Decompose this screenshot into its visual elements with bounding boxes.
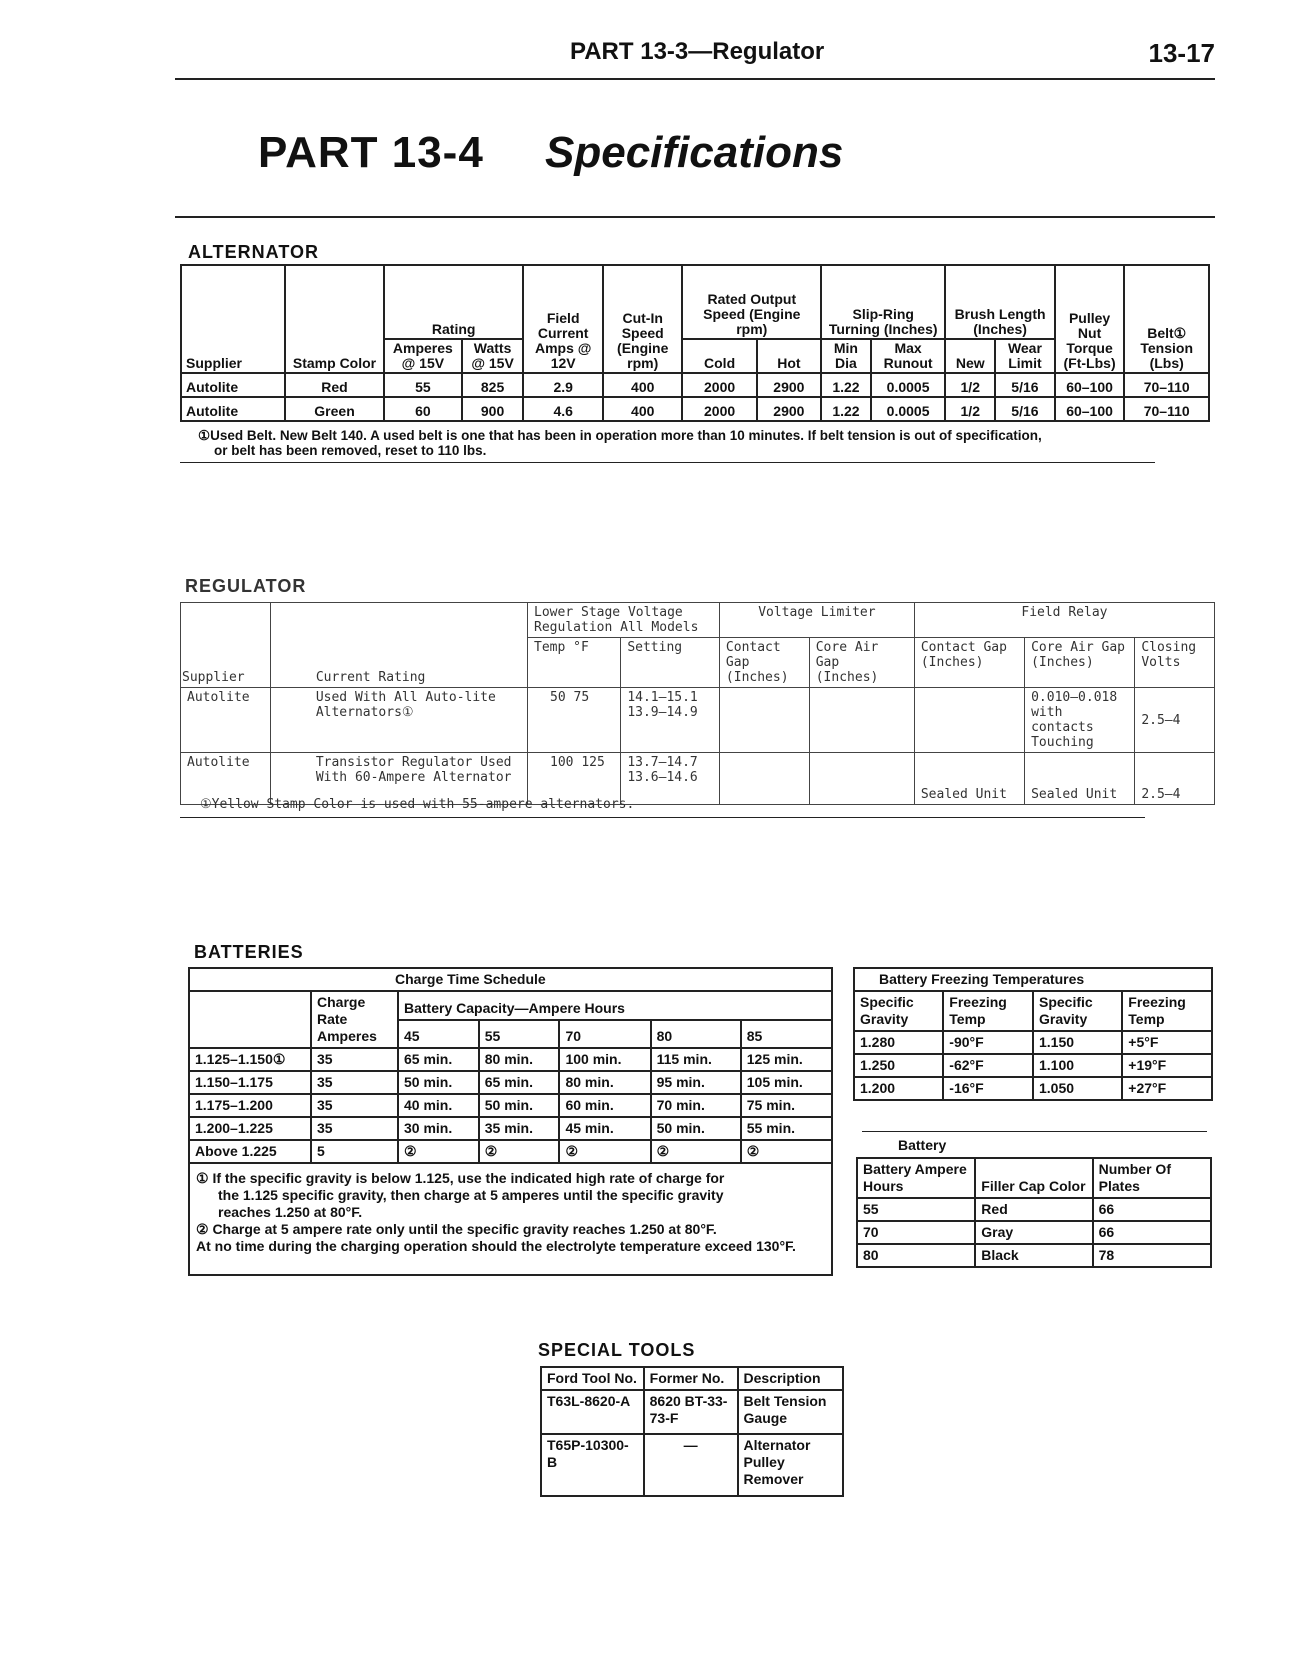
cell: Autolite [181, 753, 271, 805]
table-row [854, 1054, 1212, 1077]
table-row [854, 1031, 1212, 1054]
table-row [854, 1077, 1212, 1100]
table-row [189, 1071, 832, 1094]
col-cold: Cold [682, 339, 756, 373]
col-belt-tension: Belt① Tension (Lbs) [1124, 265, 1209, 373]
cell: 1.050 [1033, 1077, 1122, 1100]
alternator-note-line1: ①Used Belt. New Belt 140. A used belt is one that has been in operation more than 10 minutes. If belt tension is out of specification, [198, 428, 1042, 443]
table-row [541, 1434, 843, 1496]
cell: 80 [857, 1244, 975, 1267]
reg-col-fr-core-air-gap: Core Air Gap (Inches) [1025, 638, 1135, 688]
regulator-table [180, 602, 1215, 805]
cell: Sealed Unit [1025, 753, 1135, 805]
cell: ② [651, 1140, 741, 1163]
charge-time-schedule-table [188, 967, 833, 1276]
col-supplier: Supplier [181, 265, 285, 373]
charge-note-2: ② Charge at 5 ampere rate only until the specific gravity reaches 1.250 at 80°F. [196, 1221, 717, 1237]
cell [914, 688, 1024, 753]
cell: 400 [603, 373, 683, 397]
cell: +19°F [1122, 1054, 1212, 1077]
reg-col-vl-contact-gap: Contact Gap (Inches) [719, 638, 809, 688]
cell: T63L-8620-A [541, 1390, 644, 1434]
charge-note-3: At no time during the charging operation should the electrolyte temperature exceed 130°F. [196, 1238, 796, 1254]
cell: -90°F [943, 1031, 1033, 1054]
cell: 0.0005 [871, 373, 946, 397]
cell: 50 min. [479, 1094, 560, 1117]
col-min-dia: Min Dia [821, 339, 871, 373]
cell: Autolite [181, 373, 285, 397]
table-row [189, 1048, 832, 1071]
alternator-note-line2: or belt has been removed, reset to 110 lbs. [214, 443, 487, 458]
col-rating: Rating [384, 265, 523, 339]
cell: 0.010–0.018 with contacts Touching [1025, 688, 1135, 753]
charge-note-1b: the 1.125 specific gravity, then charge at 5 amperes until the specific gravity [218, 1187, 724, 1203]
battery-rule [862, 1131, 1207, 1132]
col-wear-limit: Wear Limit [995, 339, 1055, 373]
cell: 1.200–1.225 [189, 1117, 311, 1140]
col-rated-output: Rated Output Speed (Engine rpm) [682, 265, 821, 339]
cell: 5/16 [995, 373, 1055, 397]
cell: 125 min. [741, 1048, 832, 1071]
table-row [189, 1094, 832, 1117]
tools-col-former: Former No. [644, 1367, 738, 1390]
cell: 0.0005 [871, 397, 946, 421]
capacity-85: 85 [741, 1020, 832, 1049]
cell: 1.175–1.200 [189, 1094, 311, 1117]
cell: 60–100 [1055, 397, 1125, 421]
capacity-header: Battery Capacity—Ampere Hours [398, 991, 832, 1020]
charge-note-1c: reaches 1.250 at 80°F. [218, 1204, 363, 1220]
cell: T65P-10300-B [541, 1434, 644, 1496]
cell: 65 min. [479, 1071, 560, 1094]
cell: 1.200 [854, 1077, 943, 1100]
cell: 825 [462, 373, 524, 397]
freezing-temperatures-table [853, 967, 1213, 1101]
cell: 2.9 [523, 373, 603, 397]
cell: 2.5–4 [1135, 753, 1215, 805]
cell: Autolite [181, 397, 285, 421]
freezing-title: Battery Freezing Temperatures [854, 968, 1212, 991]
page-number: 13-17 [1148, 38, 1215, 68]
cell: 1/2 [945, 397, 995, 421]
cell: 900 [462, 397, 524, 421]
cell: Red [285, 373, 384, 397]
col-new: New [945, 339, 995, 373]
regulator-rule [180, 817, 1145, 818]
bt-col-cap: Filler Cap Color [975, 1158, 1092, 1198]
cell: 2900 [757, 373, 821, 397]
cell: 2000 [682, 397, 756, 421]
cell: 30 min. [398, 1117, 479, 1140]
cell: 1.125–1.150① [189, 1048, 311, 1071]
cell: 1.22 [821, 397, 871, 421]
cell: ② [559, 1140, 650, 1163]
part-title: PART 13-4 [258, 128, 484, 177]
cell: 1.150 [1033, 1031, 1122, 1054]
cell: Above 1.225 [189, 1140, 311, 1163]
cell [719, 688, 809, 753]
regulator-label: REGULATOR [185, 576, 307, 596]
cell: 1/2 [945, 373, 995, 397]
page-header [175, 38, 1215, 78]
capacity-45: 45 [398, 1020, 479, 1049]
cell: 60 [384, 397, 462, 421]
reg-col-supplier: Supplier [181, 603, 271, 688]
battery-title: Battery [898, 1137, 947, 1153]
table-row [181, 688, 1215, 753]
capacity-70: 70 [559, 1020, 650, 1049]
capacity-55: 55 [479, 1020, 560, 1049]
cell: 115 min. [651, 1048, 741, 1071]
table-row [181, 373, 1209, 397]
col-stamp-color: Stamp Color [285, 265, 384, 373]
col-max-runout: Max Runout [871, 339, 946, 373]
cell: 55 [384, 373, 462, 397]
cell: 66 [1093, 1221, 1211, 1244]
fz-col-gravity: Specific Gravity [854, 991, 943, 1031]
col-brush-length: Brush Length (Inches) [945, 265, 1054, 339]
cell: 55 min. [741, 1117, 832, 1140]
cell [809, 753, 914, 805]
cell: 1.280 [854, 1031, 943, 1054]
header-rule [175, 78, 1215, 80]
cell: -62°F [943, 1054, 1033, 1077]
cell: 78 [1093, 1244, 1211, 1267]
bt-col-hours: Battery Ampere Hours [857, 1158, 975, 1198]
table-row [857, 1221, 1211, 1244]
batteries-label: BATTERIES [194, 942, 304, 962]
cell: 1.150–1.175 [189, 1071, 311, 1094]
col-watts: Watts @ 15V [462, 339, 524, 373]
cell: 35 [311, 1048, 398, 1071]
cell: 2.5–4 [1135, 688, 1215, 753]
cell: 70–110 [1124, 373, 1209, 397]
cell: Black [975, 1244, 1092, 1267]
col-hot: Hot [757, 339, 821, 373]
cell: 45 min. [559, 1117, 650, 1140]
gravity-col [189, 991, 311, 1048]
alternator-table [180, 264, 1210, 422]
cell: -16°F [943, 1077, 1033, 1100]
table-row [189, 1140, 832, 1163]
cell: 35 [311, 1071, 398, 1094]
cell: 50 75 [528, 688, 621, 753]
cell: 2000 [682, 373, 756, 397]
cell: 40 min. [398, 1094, 479, 1117]
cell: 60 min. [559, 1094, 650, 1117]
charge-rate-col: Charge Rate Amperes [311, 991, 398, 1048]
cell: 8620 BT-33-73-F [644, 1390, 738, 1434]
cell: 70 [857, 1221, 975, 1244]
cell: +5°F [1122, 1031, 1212, 1054]
special-tools-label: SPECIAL TOOLS [538, 1340, 696, 1360]
specifications-title: Specifications [545, 128, 844, 177]
cell: 80 min. [479, 1048, 560, 1071]
cell: 65 min. [398, 1048, 479, 1071]
cell: Transistor Regulator Used With 60-Ampere Alternator [270, 753, 527, 805]
reg-col-vl-core-air-gap: Core Air Gap (Inches) [809, 638, 914, 688]
cell: 35 min. [479, 1117, 560, 1140]
table-row [541, 1390, 843, 1434]
regulator-note: ①Yellow Stamp Color is used with 55-ampere alternators. [200, 797, 635, 812]
cell: Autolite [181, 688, 271, 753]
battery-table [856, 1157, 1212, 1268]
cell: 70 min. [651, 1094, 741, 1117]
alternator-rule [180, 462, 1155, 463]
cell: 50 min. [398, 1071, 479, 1094]
col-pulley-torque: Pulley Nut Torque (Ft-Lbs) [1055, 265, 1125, 373]
reg-col-current-rating: Current Rating [270, 603, 527, 688]
cell: 1.100 [1033, 1054, 1122, 1077]
cell: ② [741, 1140, 832, 1163]
cell: 5 [311, 1140, 398, 1163]
bt-col-plates: Number Of Plates [1093, 1158, 1211, 1198]
reg-col-voltage-limiter: Voltage Limiter [719, 603, 914, 638]
cell: 100 min. [559, 1048, 650, 1071]
cell [809, 688, 914, 753]
cell: 105 min. [741, 1071, 832, 1094]
col-amperes: Amperes @ 15V [384, 339, 462, 373]
fz-col-temp-2: Freezing Temp [1122, 991, 1212, 1031]
charge-notes [189, 1163, 832, 1275]
cell: 66 [1093, 1198, 1211, 1221]
cell: 5/16 [995, 397, 1055, 421]
cell: 50 min. [651, 1117, 741, 1140]
cell: ② [479, 1140, 560, 1163]
title-rule [175, 216, 1215, 218]
cell: 35 [311, 1117, 398, 1140]
cell [719, 753, 809, 805]
cell: 55 [857, 1198, 975, 1221]
col-cut-in: Cut-In Speed (Engine rpm) [603, 265, 683, 373]
cell: Red [975, 1198, 1092, 1221]
col-field-current: Field Current Amps @ 12V [523, 265, 603, 373]
cell: 2900 [757, 397, 821, 421]
cell: Gray [975, 1221, 1092, 1244]
fz-col-temp: Freezing Temp [943, 991, 1033, 1031]
alternator-label: ALTERNATOR [188, 242, 319, 262]
tools-col-ford: Ford Tool No. [541, 1367, 644, 1390]
cell: +27°F [1122, 1077, 1212, 1100]
cell: 4.6 [523, 397, 603, 421]
tools-col-description: Description [738, 1367, 843, 1390]
reg-col-field-relay: Field Relay [914, 603, 1214, 638]
running-title: PART 13-3—Regulator [570, 38, 825, 65]
cell: 35 [311, 1094, 398, 1117]
cell: 70–110 [1124, 397, 1209, 421]
reg-col-lower-stage: Lower Stage Voltage Regulation All Models [528, 603, 720, 638]
reg-col-closing-volts: Closing Volts [1135, 638, 1215, 688]
reg-col-setting: Setting [621, 638, 720, 688]
capacity-80: 80 [651, 1020, 741, 1049]
cell: 95 min. [651, 1071, 741, 1094]
cell: 75 min. [741, 1094, 832, 1117]
table-row [189, 1117, 832, 1140]
cell: 80 min. [559, 1071, 650, 1094]
cell: 60–100 [1055, 373, 1125, 397]
cell: Green [285, 397, 384, 421]
cell: ② [398, 1140, 479, 1163]
special-tools-table [540, 1366, 844, 1497]
cell: Sealed Unit [914, 753, 1024, 805]
fz-col-gravity-2: Specific Gravity [1033, 991, 1122, 1031]
table-row [181, 397, 1209, 421]
cell: 400 [603, 397, 683, 421]
cell: 1.22 [821, 373, 871, 397]
cell: — [644, 1434, 738, 1496]
col-slip-ring: Slip-Ring Turning (Inches) [821, 265, 945, 339]
cell: 14.1–15.1 13.9–14.9 [621, 688, 720, 753]
reg-col-fr-contact-gap: Contact Gap (Inches) [914, 638, 1024, 688]
table-row [857, 1244, 1211, 1267]
cell: Used With All Auto-lite Alternators① [270, 688, 527, 753]
charge-schedule-title: Charge Time Schedule [189, 968, 832, 991]
cell: Belt Tension Gauge [738, 1390, 843, 1434]
table-row [857, 1198, 1211, 1221]
cell: 100 125 [528, 753, 621, 805]
cell: Alternator Pulley Remover [738, 1434, 843, 1496]
cell: 1.250 [854, 1054, 943, 1077]
cell: 13.7–14.7 13.6–14.6 [621, 753, 720, 805]
charge-note-1a: ① If the specific gravity is below 1.125, use the indicated high rate of charge for [196, 1170, 725, 1186]
reg-col-temp: Temp °F [528, 638, 621, 688]
